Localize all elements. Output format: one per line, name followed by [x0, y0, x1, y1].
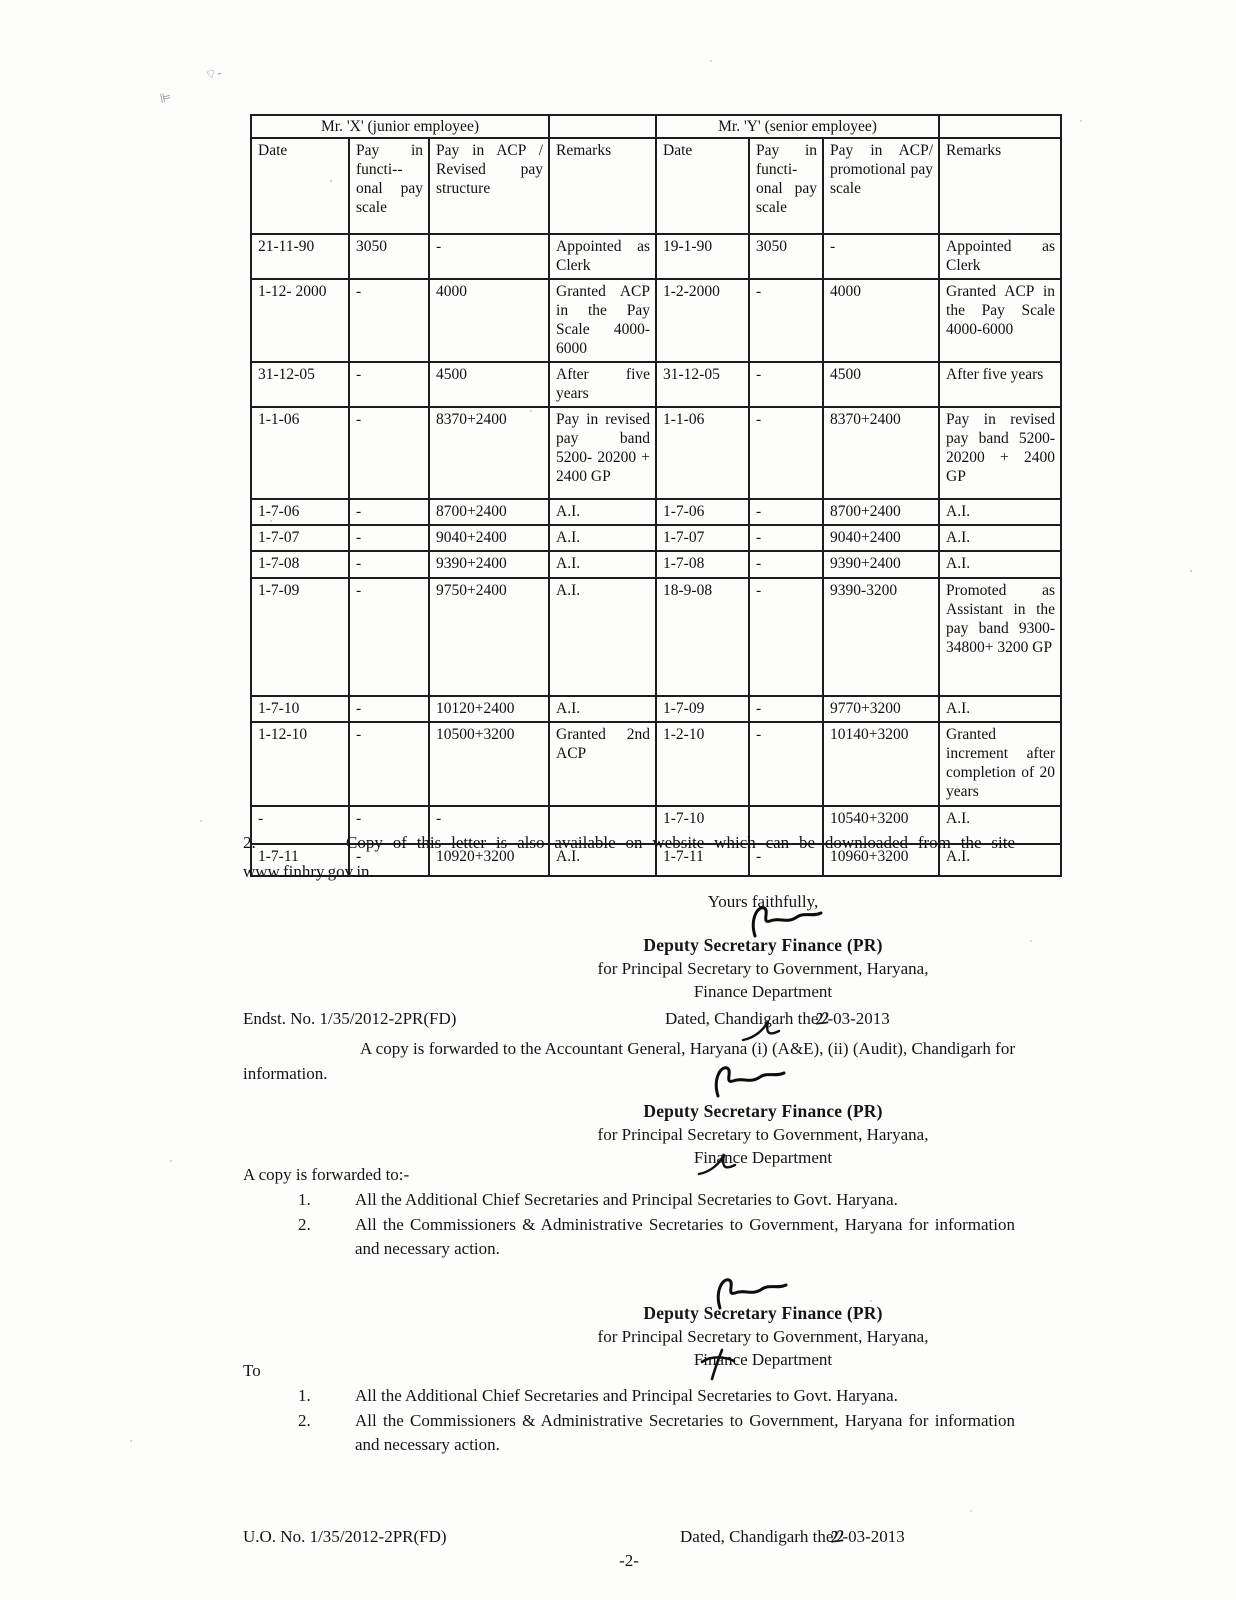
table-cell: - — [349, 407, 429, 499]
uo-number: U.O. No. 1/35/2012-2PR(FD) — [243, 1527, 447, 1546]
list-item — [243, 1384, 1015, 1408]
table-cell: 8370+2400 — [823, 407, 939, 499]
table-row — [251, 578, 1061, 696]
table-row — [251, 362, 1061, 407]
table-cell: - — [749, 551, 823, 578]
table-cell: 10960+3200 — [823, 844, 939, 876]
signatory-for-line: for Principal Secretary to Government, Haryana, — [597, 1125, 929, 1144]
table-cell: 9390+2400 — [823, 551, 939, 578]
table-cell: 4000 — [429, 279, 549, 362]
group-header-mr-x: Mr. 'X' (junior employee) — [251, 115, 549, 138]
list-item-number: 1. — [298, 1190, 311, 1209]
table-cell: 4000 — [823, 279, 939, 362]
list-item-number: 2. — [298, 1411, 311, 1430]
table-cell: - — [349, 525, 429, 551]
list-item-text: All the Additional Chief Secretaries and Principal Secretaries to Govt. Haryana. — [355, 1386, 898, 1405]
table-cell: 21-11-90 — [251, 234, 349, 279]
flourish-mark — [694, 1148, 740, 1180]
table-cell: 10920+3200 — [429, 844, 549, 876]
table-cell: Promoted as Assistant in the pay band 9300- 34800+ 3200 GP — [939, 578, 1061, 696]
uo-date-prefix: Dated, Chandigarh the — [680, 1527, 834, 1546]
table-cell: 1-12-10 — [251, 722, 349, 806]
to-label: To — [243, 1361, 261, 1380]
table-cell: - — [251, 806, 349, 844]
list-item-number: 1. — [298, 1386, 311, 1405]
signatory-dept-line: Finance Department — [693, 1148, 833, 1167]
paragraph-2 — [243, 828, 1015, 886]
table-cell: 1-7-06 — [251, 499, 349, 525]
signature-scribble — [735, 902, 827, 940]
table-cell: 1-7-07 — [251, 525, 349, 551]
table-cell: 1-12- 2000 — [251, 279, 349, 362]
group-header-mr-y: Mr. 'Y' (senior employee) — [656, 115, 939, 138]
col-header-x-remarks: Remarks — [549, 138, 656, 234]
table-cell: 10120+2400 — [429, 696, 549, 722]
table-cell: A.I. — [939, 551, 1061, 578]
table-cell: - — [349, 844, 429, 876]
uo-date-rest: -03-2013 — [842, 1527, 905, 1546]
list-item — [243, 1188, 1015, 1212]
table-cell: Granted 2nd ACP — [549, 722, 656, 806]
col-header-y-pay-functional: Pay in functi- onal pay scale — [749, 138, 823, 234]
table-cell: 9390+2400 — [429, 551, 549, 578]
copy-forwarded-intro: A copy is forwarded to:- — [243, 1165, 410, 1184]
table-cell: - — [749, 407, 823, 499]
signature-scribble — [698, 1062, 790, 1100]
table-cell: A.I. — [549, 499, 656, 525]
signatory-title: Deputy Secretary Finance (PR) — [643, 935, 883, 955]
distribution-list-1 — [243, 1188, 1015, 1262]
signature-block-3 — [528, 1302, 998, 1371]
table-cell: - — [749, 362, 823, 407]
paragraph-number: 2. — [243, 833, 256, 852]
handwritten-day: 22 — [814, 1008, 829, 1029]
table-cell: - — [749, 722, 823, 806]
table-cell: - — [349, 578, 429, 696]
table-row — [251, 499, 1061, 525]
endst-date-prefix: Dated, Chandigarh the — [665, 1009, 819, 1028]
table-cell: A.I. — [549, 525, 656, 551]
table-row — [251, 722, 1061, 806]
col-header-y-date: Date — [656, 138, 749, 234]
signatory-dept-line: Finance Department — [693, 1350, 833, 1369]
table-row — [251, 551, 1061, 578]
signatory-dept-line: Finance Department — [693, 982, 833, 1001]
table-cell: Granted ACP in the Pay Scale 4000-6000 — [549, 279, 656, 362]
table-cell: 4500 — [823, 362, 939, 407]
table-group-header-row — [251, 115, 1061, 138]
table-cell: A.I. — [549, 551, 656, 578]
table-cell: - — [349, 362, 429, 407]
col-header-x-date: Date — [251, 138, 349, 234]
table-cell: Appointed as Clerk — [939, 234, 1061, 279]
signatory-for-line: for Principal Secretary to Government, Haryana, — [597, 1327, 929, 1346]
paragraph-text: Copy of this letter is also available on website which can be downloaded from the site www.finhry.gov.in. — [243, 833, 1015, 881]
table-cell: 8370+2400 — [429, 407, 549, 499]
col-header-y-remarks: Remarks — [939, 138, 1061, 234]
table-cell: 18-9-08 — [656, 578, 749, 696]
table-cell: - — [749, 578, 823, 696]
table-cell: - — [823, 234, 939, 279]
table-cell: 1-7-10 — [251, 696, 349, 722]
table-cell: - — [429, 806, 549, 844]
col-header-x-pay-functional: Pay in functi-- onal pay scale — [349, 138, 429, 234]
table-cell: 9770+3200 — [823, 696, 939, 722]
table-cell: 9040+2400 — [429, 525, 549, 551]
table-cell: 9750+2400 — [429, 578, 549, 696]
table-cell: A.I. — [939, 696, 1061, 722]
table-cell: 1-7-08 — [656, 551, 749, 578]
table-cell: 9040+2400 — [823, 525, 939, 551]
table-cell: 3050 — [349, 234, 429, 279]
table-cell: 1-7-09 — [656, 696, 749, 722]
group-header-spacer — [549, 115, 656, 138]
pay-comparison-table — [250, 114, 1060, 877]
table-cell: - — [749, 696, 823, 722]
table-row — [251, 234, 1061, 279]
table-cell: Granted ACP in the Pay Scale 4000-6000 — [939, 279, 1061, 362]
table-cell: 3050 — [749, 234, 823, 279]
table-cell: - — [749, 844, 823, 876]
table-cell: A.I. — [939, 844, 1061, 876]
signatory-title: Deputy Secretary Finance (PR) — [643, 1101, 883, 1121]
table-cell: 8700+2400 — [823, 499, 939, 525]
pencil-mark: ⌔- — [203, 64, 223, 83]
table-cell: 31-12-05 — [656, 362, 749, 407]
endst-row — [243, 1004, 1015, 1033]
group-header-spacer — [939, 115, 1061, 138]
table-cell: - — [349, 806, 429, 844]
list-item — [243, 1409, 1015, 1457]
signatory-title: Deputy Secretary Finance (PR) — [643, 1303, 883, 1323]
table-cell: After five years — [939, 362, 1061, 407]
table-cell: Appointed as Clerk — [549, 234, 656, 279]
table-cell: Granted increment after completion of 20 years — [939, 722, 1061, 806]
table-cell: 1-7-07 — [656, 525, 749, 551]
signature-block-2 — [528, 1100, 998, 1169]
table-cell: 1-7-11 — [656, 844, 749, 876]
table-cell: - — [749, 279, 823, 362]
salutation: Yours faithfully, — [707, 892, 819, 911]
list-item-text: All the Additional Chief Secretaries and Principal Secretaries to Govt. Haryana. — [355, 1190, 898, 1209]
table-cell: 10140+3200 — [823, 722, 939, 806]
col-header-x-pay-acp: Pay in ACP / Revised pay structure — [429, 138, 549, 234]
table-cell: - — [349, 551, 429, 578]
flourish-mark — [698, 1348, 740, 1382]
table-cell: 1-1-06 — [656, 407, 749, 499]
table-cell: Pay in revised pay band 5200- 20200 + 2400 GP — [549, 407, 656, 499]
list-item-text: All the Commissioners & Administrative Secretaries to Government, Haryana for information and necessary action. — [355, 1215, 1015, 1258]
table-cell: 4500 — [429, 362, 549, 407]
table-cell: 10540+3200 — [823, 806, 939, 844]
list-item — [243, 1213, 1015, 1261]
table-cell: 9390-3200 — [823, 578, 939, 696]
table-cell: - — [349, 696, 429, 722]
table-cell: Pay in revised pay band 5200- 20200 + 2400 GP — [939, 407, 1061, 499]
table-cell: - — [349, 279, 429, 362]
table-cell: A.I. — [939, 806, 1061, 844]
table-row — [251, 525, 1061, 551]
forward-accountant-general: A copy is forwarded to the Accountant General, Haryana (i) (A&E), (ii) (Audit), Chandigarh for information. — [243, 1039, 1015, 1083]
table-cell: - — [749, 525, 823, 551]
list-item-number: 2. — [298, 1215, 311, 1234]
flourish-mark — [738, 1016, 784, 1046]
page-number: -2- — [619, 1551, 639, 1570]
table-row — [251, 407, 1061, 499]
table-cell: - — [749, 499, 823, 525]
table-cell: - — [429, 234, 549, 279]
table-row — [251, 696, 1061, 722]
col-header-y-pay-acp: Pay in ACP/ promotional pay scale — [823, 138, 939, 234]
pencil-mark: ⊫ — [158, 88, 173, 107]
table-cell: 1-7-11 — [251, 844, 349, 876]
endst-date-rest: -03-2013 — [827, 1009, 890, 1028]
table-cell: A.I. — [939, 525, 1061, 551]
table-cell: 1-2-10 — [656, 722, 749, 806]
table-cell: 10500+3200 — [429, 722, 549, 806]
table-cell: 31-12-05 — [251, 362, 349, 407]
table-cell: 1-7-10 — [656, 806, 749, 844]
table-cell: A.I. — [939, 499, 1061, 525]
table-cell: 8700+2400 — [429, 499, 549, 525]
table-cell: 1-7-09 — [251, 578, 349, 696]
table-cell: 19-1-90 — [656, 234, 749, 279]
endst-number: Endst. No. 1/35/2012-2PR(FD) — [243, 1009, 457, 1028]
signatory-for-line: for Principal Secretary to Government, Haryana, — [597, 959, 929, 978]
table-row — [251, 279, 1061, 362]
table-cell: - — [349, 722, 429, 806]
table-cell: A.I. — [549, 844, 656, 876]
table-cell: 1-7-06 — [656, 499, 749, 525]
table-cell: A.I. — [549, 578, 656, 696]
handwritten-day: 22 — [829, 1526, 844, 1547]
table-column-header-row — [251, 138, 1061, 234]
table-cell: A.I. — [549, 696, 656, 722]
list-item-text: All the Commissioners & Administrative Secretaries to Government, Haryana for information and necessary action. — [355, 1411, 1015, 1454]
table-cell: 1-7-08 — [251, 551, 349, 578]
signature-scribble — [700, 1274, 792, 1312]
table-cell: After five years — [549, 362, 656, 407]
table-cell: 1-1-06 — [251, 407, 349, 499]
table-cell: - — [349, 499, 429, 525]
table-cell: 1-2-2000 — [656, 279, 749, 362]
distribution-list-2 — [243, 1384, 1015, 1458]
